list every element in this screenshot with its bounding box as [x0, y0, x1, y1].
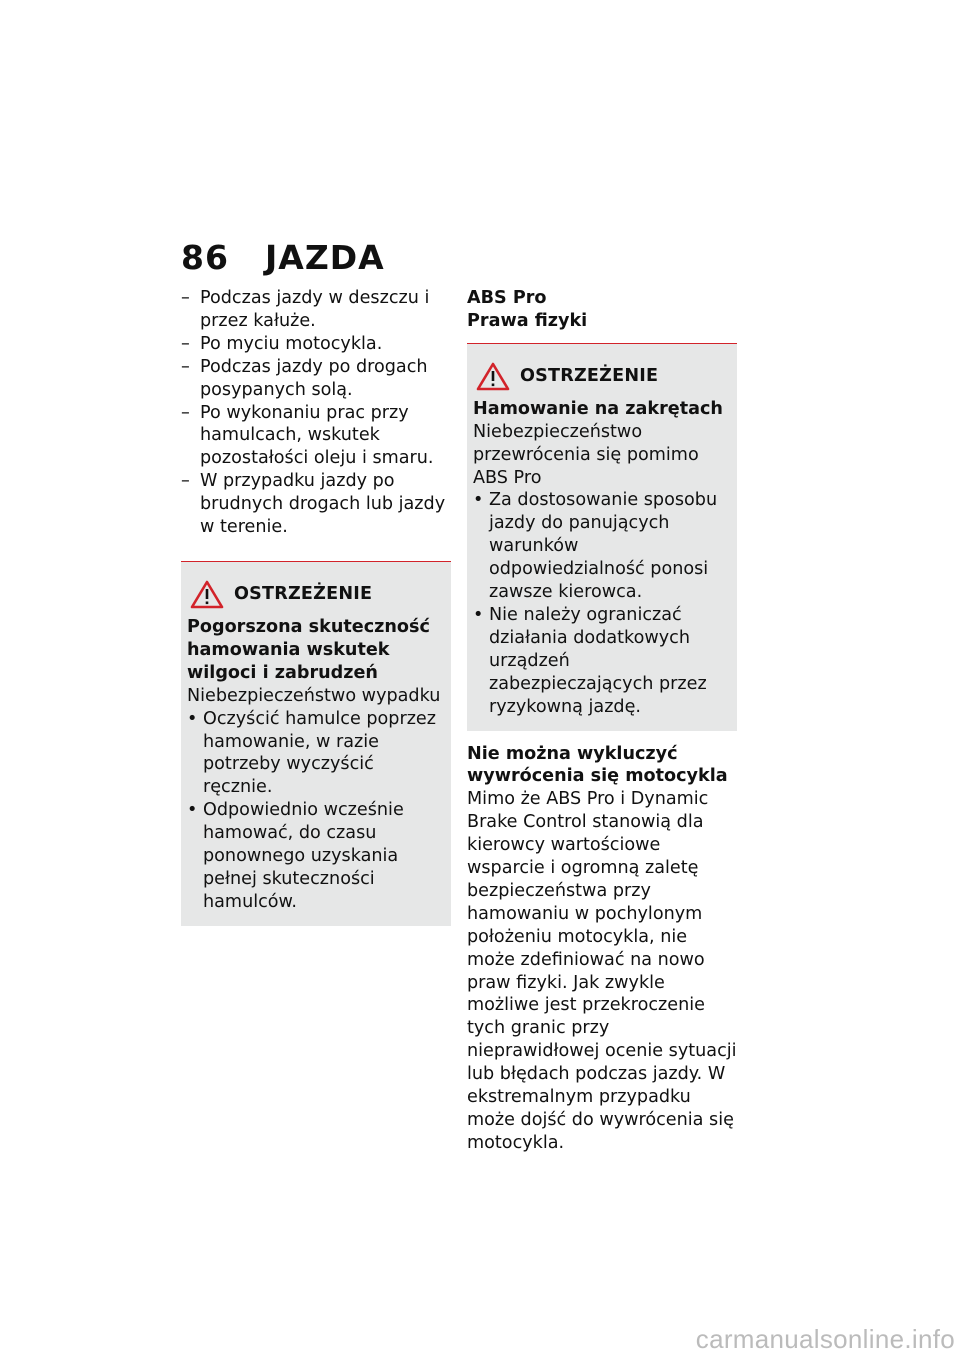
right-column	[467, 287, 737, 1155]
list-item: – Podczas jazdy po drogach posypanych solą.	[181, 356, 428, 400]
left-column	[181, 287, 451, 926]
warning-box	[181, 561, 451, 926]
warning-label: OSTRZEŻENIE	[234, 583, 373, 604]
warning-triangle-icon	[476, 361, 510, 391]
list-item: – W przypadku jazdy po brudnych drogach lub jazdy w terenie.	[181, 471, 446, 538]
warning-title: Hamowanie na zakrętach	[473, 398, 723, 419]
section-heading: ABS Pro	[467, 288, 547, 308]
page-header	[181, 238, 385, 277]
section-subheading: Prawa fizyki	[467, 310, 588, 331]
warning-header	[187, 578, 441, 610]
watermark: carmanualsonline.info	[695, 1324, 955, 1354]
condition-list	[181, 287, 451, 539]
list-item: • Nie należy ograniczać działania dodatkowych urządzeń zabezpieczających przez ryzykowną jazdę.	[473, 604, 707, 717]
warning-label: OSTRZEŻENIE	[520, 365, 659, 386]
list-item: – Po myciu motocykla.	[181, 333, 383, 354]
warning-danger: Niebezpieczeństwo przewrócenia się pomimo ABS Pro	[473, 421, 699, 488]
page-number: 86	[181, 238, 229, 277]
warning-danger: Niebezpieczeństwo wypadku	[187, 685, 441, 706]
warning-title: Pogorszona skuteczność hamowania wskutek wilgoci i zabrudzeń	[187, 616, 430, 683]
list-item: • Oczyścić hamulce poprzez hamowanie, w razie potrzeby wyczyścić ręcznie.	[187, 708, 436, 798]
warning-triangle-icon	[190, 579, 224, 609]
warning-box	[467, 343, 737, 731]
list-item: – Podczas jazdy w deszczu i przez kałuże.	[181, 288, 430, 331]
subsection-title: Nie można wykluczyć wywrócenia się motocykla	[467, 743, 728, 787]
warning-bullets	[187, 708, 441, 914]
warning-header	[473, 360, 727, 392]
warning-bullets	[473, 489, 727, 718]
body-paragraph: Mimo że ABS Pro i Dynamic Brake Control stanowią dla kierowcy wartościowe wsparcie i ogromną zaletę bezpieczeństwa przy hamowaniu w pochylonym położeniu motocykla, nie może zdefiniować na nowo praw fizyki. Jak zwykle możliwe jest przekroczenie tych granic przy nieprawidłowej ocenie sytuacji lub błędach podczas jazdy. W ekstremalnym przypadku może dojść do wywrócenia się motocykla.	[467, 789, 737, 1153]
list-item: • Odpowiednio wcześnie hamować, do czasu ponownego uzyskania pełnej skuteczności hamulców.	[187, 800, 404, 912]
section-title: JAZDA	[265, 238, 385, 277]
list-item: – Po wykonaniu prac przy hamulcach, wskutek pozostałości oleju i smaru.	[181, 402, 434, 469]
list-item: • Za dostosowanie sposobu jazdy do panujących warunków odpowiedzialność ponosi zawsze kierowca.	[473, 490, 718, 603]
